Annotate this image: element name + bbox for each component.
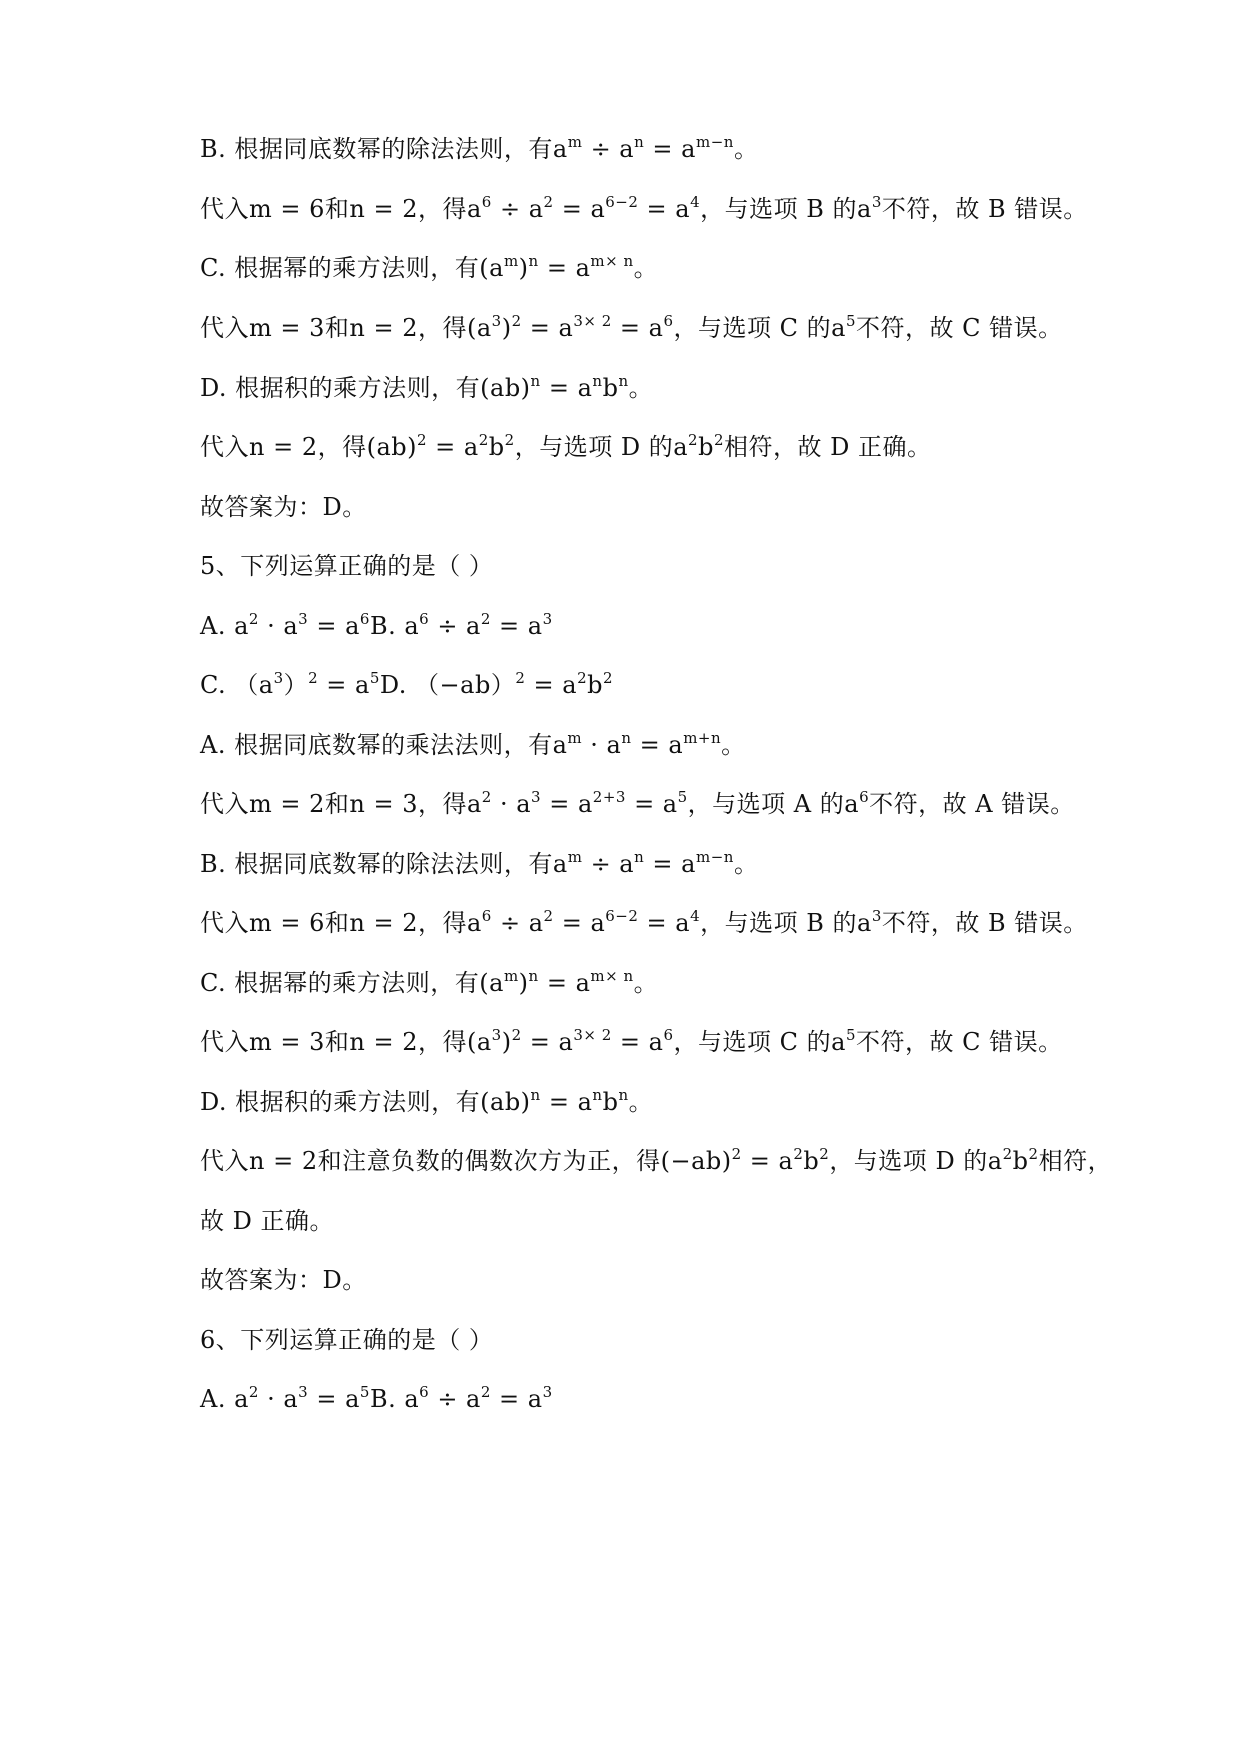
superscript: 4 bbox=[690, 907, 701, 925]
superscript: 2 bbox=[248, 610, 259, 628]
text-segment: 。 bbox=[733, 850, 759, 878]
text-segment: = a bbox=[427, 433, 479, 461]
text-segment: = a bbox=[644, 850, 696, 878]
superscript: m−n bbox=[695, 848, 734, 866]
text-segment: 代入m = 2和n = 3，得a bbox=[200, 790, 482, 818]
text-segment: 相符， bbox=[1038, 1147, 1113, 1175]
superscript: 3 bbox=[273, 669, 284, 687]
superscript: 6−2 bbox=[605, 907, 639, 925]
superscript: 2 bbox=[504, 431, 515, 449]
text-segment: 相符，故 D 正确。 bbox=[723, 433, 932, 461]
superscript: 2 bbox=[603, 669, 614, 687]
text-segment: 不符，故 C 错误。 bbox=[855, 314, 1063, 342]
text-line bbox=[200, 1382, 1121, 1416]
superscript: m× n bbox=[590, 252, 634, 270]
text-segment: 代入m = 6和n = 2，得a bbox=[200, 909, 482, 937]
superscript: 3× 2 bbox=[573, 312, 612, 330]
text-segment: ÷ a bbox=[429, 612, 481, 640]
text-segment: · a bbox=[258, 1385, 299, 1413]
text-line bbox=[200, 668, 1121, 702]
superscript: m bbox=[503, 967, 519, 985]
text-segment: 6、下列运算正确的是（ ） bbox=[200, 1326, 494, 1354]
superscript: 5 bbox=[359, 1383, 370, 1401]
superscript: 6 bbox=[859, 788, 870, 806]
text-line bbox=[200, 1204, 1121, 1238]
text-segment: b bbox=[488, 433, 505, 461]
superscript: n bbox=[618, 1086, 629, 1104]
text-line bbox=[200, 787, 1121, 821]
text-line bbox=[200, 192, 1121, 226]
text-segment: 不符，故 B 错误。 bbox=[881, 195, 1088, 223]
text-segment: 故 D 正确。 bbox=[200, 1207, 334, 1235]
text-segment: ，与选项 D 的a bbox=[829, 1147, 1003, 1175]
text-segment: ÷ a bbox=[491, 909, 544, 937]
text-line bbox=[200, 1025, 1121, 1059]
superscript: 2 bbox=[478, 431, 489, 449]
text-segment: = a bbox=[490, 612, 543, 640]
superscript: 5 bbox=[369, 669, 380, 687]
text-segment: 代入m = 6和n = 2，得a bbox=[200, 195, 482, 223]
superscript: 2 bbox=[248, 1383, 259, 1401]
superscript: m−n bbox=[695, 133, 734, 151]
superscript: 2 bbox=[543, 907, 554, 925]
text-line bbox=[200, 1323, 1121, 1357]
superscript: 3 bbox=[871, 907, 882, 925]
text-segment: 。 bbox=[633, 969, 659, 997]
text-segment: = a bbox=[631, 731, 684, 759]
superscript: 3 bbox=[298, 610, 309, 628]
text-segment: = a bbox=[644, 135, 696, 163]
superscript: n bbox=[621, 729, 632, 747]
superscript: 6−2 bbox=[605, 193, 639, 211]
text-line bbox=[200, 371, 1121, 405]
text-segment: ) bbox=[501, 314, 512, 342]
text-segment: = a bbox=[553, 909, 606, 937]
text-segment: = a bbox=[638, 909, 691, 937]
superscript: 2+3 bbox=[592, 788, 626, 806]
superscript: 2 bbox=[793, 1145, 804, 1163]
text-segment: = a bbox=[521, 1028, 574, 1056]
superscript: 4 bbox=[690, 193, 701, 211]
text-segment: C. 根据幂的乘方法则，有(a bbox=[200, 254, 504, 282]
text-segment: = a bbox=[611, 314, 664, 342]
superscript: 2 bbox=[511, 312, 522, 330]
text-segment: b bbox=[602, 1088, 619, 1116]
text-segment: = a bbox=[553, 195, 606, 223]
text-segment: = a bbox=[741, 1147, 794, 1175]
text-segment: A. a bbox=[200, 1385, 249, 1413]
superscript: m bbox=[567, 848, 583, 866]
superscript: 2 bbox=[1002, 1145, 1013, 1163]
superscript: n bbox=[530, 372, 541, 390]
text-segment: 5、下列运算正确的是（ ） bbox=[200, 552, 494, 580]
text-line bbox=[200, 490, 1121, 524]
superscript: 5 bbox=[845, 312, 856, 330]
text-line bbox=[200, 251, 1121, 285]
superscript: n bbox=[530, 1086, 541, 1104]
superscript: 3 bbox=[491, 1026, 502, 1044]
text-segment: ) bbox=[501, 1028, 512, 1056]
superscript: 6 bbox=[481, 907, 492, 925]
superscript: m× n bbox=[590, 967, 634, 985]
text-segment: 。 bbox=[733, 135, 759, 163]
text-line bbox=[200, 430, 1121, 464]
superscript: 2 bbox=[308, 669, 319, 687]
text-line bbox=[200, 728, 1121, 762]
text-segment: B. 根据同底数幂的除法法则，有a bbox=[200, 135, 568, 163]
superscript: 2 bbox=[417, 431, 428, 449]
text-segment: D. 根据积的乘方法则，有(ab) bbox=[200, 374, 531, 402]
text-segment: ） bbox=[283, 671, 309, 699]
text-segment: b bbox=[602, 374, 619, 402]
text-segment: 。 bbox=[633, 254, 659, 282]
text-segment: · a bbox=[258, 612, 299, 640]
superscript: 3 bbox=[298, 1383, 309, 1401]
superscript: 2 bbox=[543, 193, 554, 211]
text-segment: 不符，故 B 错误。 bbox=[881, 909, 1088, 937]
superscript: 2 bbox=[511, 1026, 522, 1044]
text-segment: = a bbox=[525, 671, 578, 699]
superscript: 3× 2 bbox=[573, 1026, 612, 1044]
text-segment: ÷ a bbox=[491, 195, 544, 223]
text-segment: 。 bbox=[628, 374, 654, 402]
superscript: 6 bbox=[419, 610, 430, 628]
superscript: n bbox=[634, 848, 645, 866]
superscript: 3 bbox=[871, 193, 882, 211]
text-segment: b bbox=[698, 433, 714, 461]
text-segment: C. 根据幂的乘方法则，有(a bbox=[200, 969, 504, 997]
text-segment: A. 根据同底数幂的乘法法则，有a bbox=[200, 731, 568, 759]
text-segment: 代入n = 2，得(ab) bbox=[200, 433, 417, 461]
text-line bbox=[200, 1085, 1121, 1119]
superscript: 6 bbox=[663, 312, 674, 330]
text-line bbox=[200, 132, 1121, 166]
text-segment: = a bbox=[540, 374, 593, 402]
text-segment: 。 bbox=[721, 731, 746, 759]
text-segment: ) bbox=[518, 969, 529, 997]
superscript: 2 bbox=[713, 431, 724, 449]
superscript: 6 bbox=[419, 1383, 430, 1401]
superscript: 2 bbox=[1028, 1145, 1039, 1163]
superscript: 3 bbox=[542, 1383, 553, 1401]
text-segment: B. 根据同底数幂的除法法则，有a bbox=[200, 850, 568, 878]
text-segment: = a bbox=[611, 1028, 664, 1056]
text-segment: ÷ a bbox=[429, 1385, 481, 1413]
text-segment: · a bbox=[491, 790, 532, 818]
text-line bbox=[200, 311, 1121, 345]
text-line bbox=[200, 847, 1121, 881]
text-line bbox=[200, 906, 1121, 940]
text-segment: 不符，故 C 错误。 bbox=[855, 1028, 1063, 1056]
text-segment: 代入m = 3和n = 2，得(a bbox=[200, 1028, 492, 1056]
superscript: n bbox=[592, 1086, 603, 1104]
superscript: 2 bbox=[481, 788, 492, 806]
text-segment: D. （−ab） bbox=[379, 671, 516, 699]
text-segment: B. a bbox=[369, 1385, 420, 1413]
text-segment: ÷ a bbox=[582, 135, 635, 163]
superscript: m bbox=[567, 133, 583, 151]
text-segment: b bbox=[1012, 1147, 1029, 1175]
text-segment: C. （a bbox=[200, 671, 274, 699]
text-segment: = a bbox=[538, 254, 591, 282]
text-line bbox=[200, 609, 1121, 643]
superscript: 6 bbox=[481, 193, 492, 211]
superscript: m+n bbox=[683, 729, 722, 747]
text-segment: 不符，故 A 错误。 bbox=[869, 790, 1075, 818]
superscript: m bbox=[503, 252, 519, 270]
superscript: 2 bbox=[577, 669, 588, 687]
text-segment: ，与选项 C 的a bbox=[673, 314, 846, 342]
text-segment: ÷ a bbox=[582, 850, 635, 878]
text-segment: = a bbox=[308, 1385, 360, 1413]
text-segment: 代入n = 2和注意负数的偶数次方为正，得(−ab) bbox=[200, 1147, 732, 1175]
superscript: 3 bbox=[531, 788, 542, 806]
superscript: 3 bbox=[542, 610, 553, 628]
superscript: 5 bbox=[845, 1026, 856, 1044]
text-segment: b bbox=[587, 671, 603, 699]
text-segment: ，与选项 B 的a bbox=[700, 909, 872, 937]
text-segment: = a bbox=[318, 671, 370, 699]
text-segment: ，与选项 C 的a bbox=[673, 1028, 846, 1056]
text-segment: B. a bbox=[369, 612, 420, 640]
text-segment: = a bbox=[540, 1088, 593, 1116]
superscript: 6 bbox=[359, 610, 370, 628]
superscript: n bbox=[618, 372, 629, 390]
text-segment: D. 根据积的乘方法则，有(ab) bbox=[200, 1088, 531, 1116]
text-segment: 故答案为：D。 bbox=[200, 1266, 367, 1294]
text-segment: ，与选项 B 的a bbox=[700, 195, 872, 223]
text-segment: = a bbox=[490, 1385, 543, 1413]
text-segment: = a bbox=[521, 314, 574, 342]
text-segment: ) bbox=[518, 254, 529, 282]
text-segment: ，与选项 A 的a bbox=[687, 790, 860, 818]
superscript: 2 bbox=[480, 610, 491, 628]
superscript: m bbox=[567, 729, 583, 747]
superscript: 2 bbox=[731, 1145, 742, 1163]
text-segment: = a bbox=[308, 612, 360, 640]
superscript: 5 bbox=[677, 788, 688, 806]
text-line bbox=[200, 1263, 1121, 1297]
superscript: 3 bbox=[491, 312, 502, 330]
text-segment: = a bbox=[625, 790, 678, 818]
text-line bbox=[200, 1144, 1121, 1178]
text-segment: · a bbox=[582, 731, 622, 759]
text-segment: ，与选项 D 的a bbox=[514, 433, 689, 461]
superscript: n bbox=[634, 133, 645, 151]
text-segment: 代入m = 3和n = 2，得(a bbox=[200, 314, 492, 342]
text-segment: = a bbox=[538, 969, 591, 997]
superscript: 2 bbox=[480, 1383, 491, 1401]
text-segment: = a bbox=[541, 790, 593, 818]
superscript: 2 bbox=[515, 669, 526, 687]
superscript: 6 bbox=[663, 1026, 674, 1044]
text-segment: = a bbox=[638, 195, 691, 223]
superscript: 2 bbox=[688, 431, 699, 449]
text-line bbox=[200, 966, 1121, 1000]
text-line bbox=[200, 549, 1121, 583]
superscript: n bbox=[592, 372, 603, 390]
superscript: n bbox=[528, 967, 539, 985]
text-segment: A. a bbox=[200, 612, 249, 640]
text-segment: b bbox=[803, 1147, 820, 1175]
text-segment: 故答案为：D。 bbox=[200, 493, 367, 521]
superscript: 2 bbox=[819, 1145, 830, 1163]
superscript: n bbox=[528, 252, 539, 270]
text-segment: 。 bbox=[628, 1088, 654, 1116]
